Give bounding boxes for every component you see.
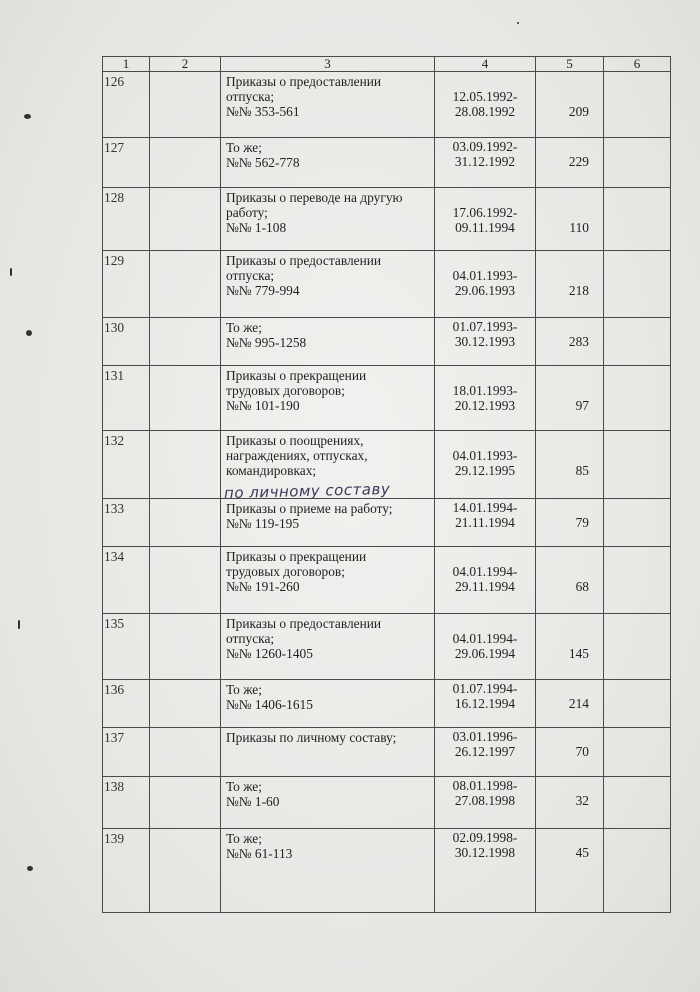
empty-cell [604,72,671,138]
date-end: 28.08.1992 [454,104,516,119]
title-line: То же; [226,779,262,794]
case-dates [435,72,536,138]
case-title [221,547,435,614]
date-start: 03.09.1992- [452,139,518,154]
case-number: 137 [103,728,150,777]
sheet-count: 214 [536,680,604,728]
case-dates [435,614,536,680]
title-line: трудовых договоров; [226,383,345,398]
case-number: 138 [103,777,150,829]
empty-cell [604,680,671,728]
header-cell-4: 4 [435,57,536,72]
table-row [103,777,671,829]
date-end: 21.11.1994 [455,515,515,530]
case-dates [435,829,536,913]
title-line: Приказы о поощрениях, [226,433,364,448]
title-line: То же; [226,320,262,335]
title-line: Приказы о приеме на работу; [226,501,393,516]
title-line: №№ 101-190 [226,398,300,413]
sheet-count: 68 [536,547,604,614]
title-line: Приказы о прекращении [226,368,367,383]
case-number: 133 [103,499,150,547]
sheet-count: 79 [536,499,604,547]
table-row [103,188,671,251]
case-title [221,138,435,188]
empty-cell [604,251,671,318]
sheet-count: 209 [536,72,604,138]
case-title [221,318,435,366]
date-start: 08.01.1998- [452,778,518,793]
case-title [221,614,435,680]
title-line: отпуска; [226,268,275,283]
scan-speck [26,330,32,336]
handwritten-annotation: по личному составу [223,479,391,503]
case-dates [435,547,536,614]
title-line: отпуска; [226,89,275,104]
date-end: 31.12.1992 [454,154,516,169]
case-number: 134 [103,547,150,614]
header-cell-6: 6 [604,57,671,72]
empty-cell [604,614,671,680]
date-end: 27.08.1998 [454,793,516,808]
title-line: То же; [226,831,262,846]
date-end: 20.12.1993 [454,398,516,413]
date-end: 16.12.1994 [454,696,516,711]
title-line: №№ 191-260 [226,579,300,594]
scan-speck [18,620,20,629]
title-line: №№ 995-1258 [226,335,307,350]
date-end: 26.12.1997 [454,744,516,759]
empty-cell [150,547,221,614]
case-title [221,829,435,913]
case-dates [435,366,536,431]
date-start: 12.05.1992- [452,89,518,104]
sheet-count: 70 [536,728,604,777]
title-line: отпуска; [226,631,275,646]
table-row [103,680,671,728]
header-cell-3: 3 [221,57,435,72]
case-dates [435,138,536,188]
empty-cell [604,318,671,366]
case-number: 135 [103,614,150,680]
case-number: 128 [103,188,150,251]
empty-cell [150,728,221,777]
title-line: работу; [226,205,268,220]
empty-cell [150,318,221,366]
date-end: 29.11.1994 [455,579,515,594]
title-line: №№ 1406-1615 [226,697,313,712]
empty-cell [604,138,671,188]
case-title [221,777,435,829]
title-line: награждениях, отпусках, [226,448,368,463]
sheet-count: 283 [536,318,604,366]
table-row [103,728,671,777]
case-dates [435,251,536,318]
empty-cell [604,829,671,913]
date-start: 02.09.1998- [452,830,518,845]
table-row [103,614,671,680]
date-start: 01.07.1993- [452,319,518,334]
empty-cell [150,188,221,251]
table-row [103,547,671,614]
empty-cell [604,431,671,499]
sheet-count: 32 [536,777,604,829]
empty-cell [150,777,221,829]
date-start: 17.06.1992- [452,205,518,220]
case-title [221,728,435,777]
empty-cell [150,829,221,913]
sheet-count: 229 [536,138,604,188]
empty-cell [604,366,671,431]
header-cell-5: 5 [536,57,604,72]
empty-cell [604,777,671,829]
sheet-count: 45 [536,829,604,913]
header-cell-2: 2 [150,57,221,72]
case-dates [435,777,536,829]
date-start: 04.01.1994- [452,564,518,579]
title-line: Приказы по личному составу; [226,730,397,745]
empty-cell [150,614,221,680]
scan-speck [27,866,33,871]
case-title [221,188,435,251]
case-number: 139 [103,829,150,913]
title-line: №№ 1260-1405 [226,646,313,661]
title-line: командировках; [226,463,317,478]
date-start: 18.01.1993- [452,383,518,398]
scan-speck [10,268,12,276]
empty-cell [604,188,671,251]
title-line: Приказы о предоставлении [226,616,382,631]
title-line: №№ 353-561 [226,104,300,119]
case-title [221,680,435,728]
table-row [103,829,671,913]
case-title [221,72,435,138]
sheet-count: 85 [536,431,604,499]
empty-cell [604,499,671,547]
case-number: 136 [103,680,150,728]
case-number: 126 [103,72,150,138]
empty-cell [150,251,221,318]
title-line: №№ 779-994 [226,283,300,298]
date-start: 01.07.1994- [452,681,518,696]
sheet-count: 145 [536,614,604,680]
case-title [221,366,435,431]
header-cell-1: 1 [103,57,150,72]
title-line: №№ 562-778 [226,155,300,170]
case-dates [435,680,536,728]
table-row [103,318,671,366]
empty-cell [604,728,671,777]
title-line: Приказы о прекращении [226,549,367,564]
table-row [103,138,671,188]
date-end: 29.06.1993 [454,283,516,298]
title-line: То же; [226,140,262,155]
title-line: №№ 1-108 [226,220,287,235]
date-end: 30.12.1993 [454,334,516,349]
case-dates [435,499,536,547]
date-end: 29.06.1994 [454,646,516,661]
case-dates [435,188,536,251]
case-dates [435,728,536,777]
empty-cell [604,547,671,614]
date-start: 04.01.1994- [452,631,518,646]
case-title [221,499,435,547]
sheet-count: 218 [536,251,604,318]
title-line: №№ 61-113 [226,846,293,861]
case-number: 127 [103,138,150,188]
title-line: Приказы о предоставлении [226,253,382,268]
sheet-count: 110 [536,188,604,251]
date-end: 30.12.1998 [454,845,516,860]
empty-cell [150,72,221,138]
title-line: трудовых договоров; [226,564,345,579]
case-dates [435,431,536,499]
empty-cell [150,366,221,431]
date-start: 04.01.1993- [452,448,518,463]
empty-cell [150,431,221,499]
sheet-count: 97 [536,366,604,431]
date-start: 14.01.1994- [452,500,518,515]
date-start: 03.01.1996- [452,729,518,744]
scan-speck [517,22,519,24]
empty-cell [150,680,221,728]
table-row [103,499,671,547]
date-end: 29.12.1995 [454,463,516,478]
date-start: 04.01.1993- [452,268,518,283]
case-number: 129 [103,251,150,318]
empty-cell [150,499,221,547]
title-line: Приказы о переводе на другую [226,190,403,205]
scan-speck [24,114,31,119]
table-row [103,251,671,318]
case-title [221,251,435,318]
case-number: 130 [103,318,150,366]
header-row [103,57,671,72]
case-number: 131 [103,366,150,431]
case-number: 132 [103,431,150,499]
case-dates [435,318,536,366]
title-line: №№ 1-60 [226,794,280,809]
title-line: Приказы о предоставлении [226,74,382,89]
title-line: №№ 119-195 [226,516,300,531]
table-row [103,366,671,431]
empty-cell [150,138,221,188]
title-line: То же; [226,682,262,697]
table-row [103,72,671,138]
date-end: 09.11.1994 [455,220,515,235]
